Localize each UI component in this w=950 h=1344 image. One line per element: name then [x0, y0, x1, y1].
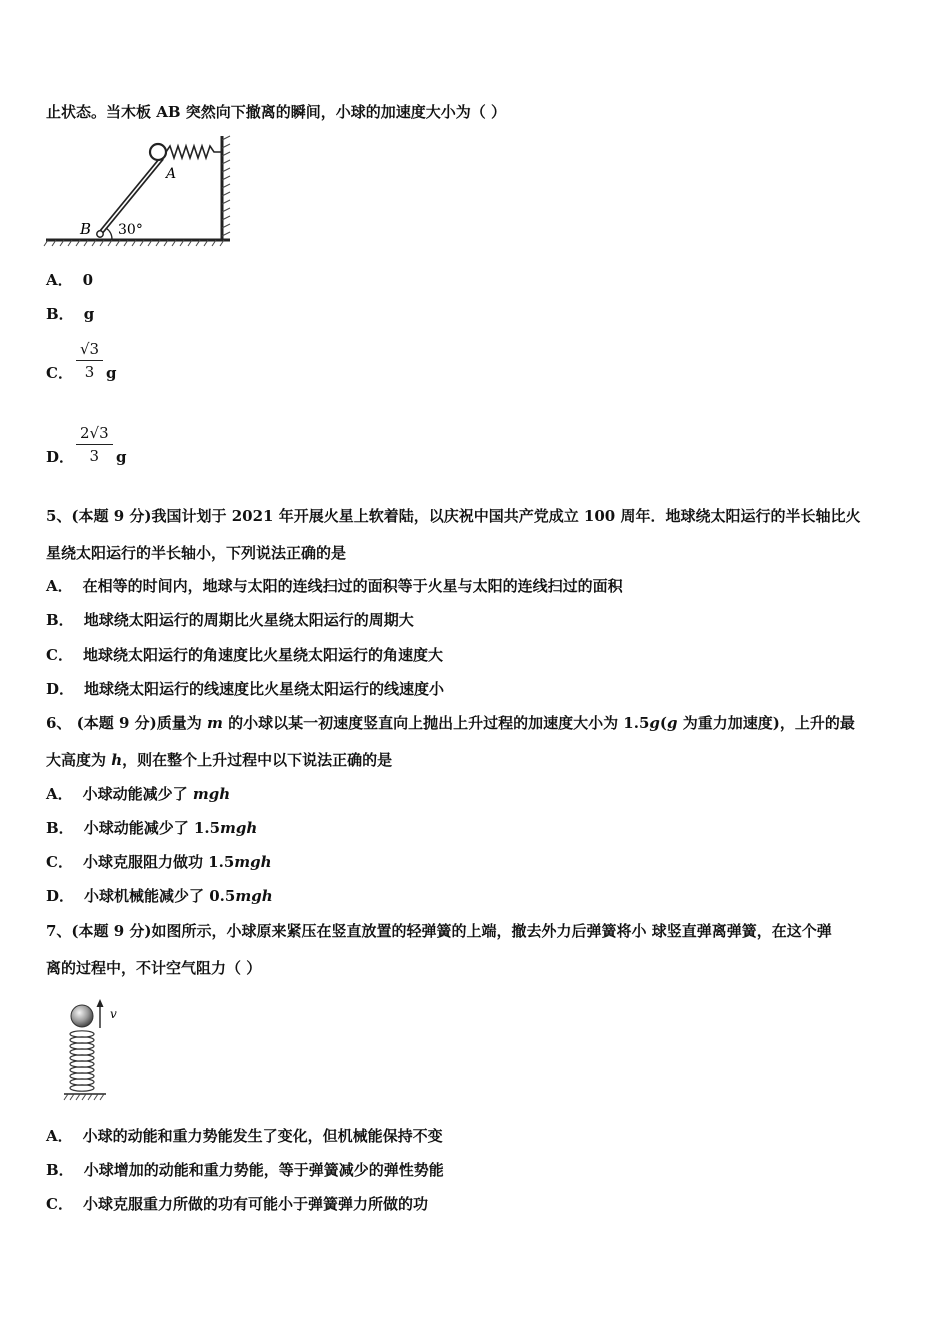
option-letter: D．	[46, 680, 75, 698]
q6-option-c[interactable]	[46, 852, 272, 872]
stem-text: 的小球以某一初速度竖直向上抛出上升过程的加速度大小为 1.5	[222, 714, 650, 732]
spring-ball-figure	[60, 998, 130, 1104]
q5-stem-line2: 星绕太阳运行的半长轴小，下列说法正确的是	[46, 544, 347, 562]
q7-option-a[interactable]	[46, 1126, 443, 1146]
option-letter: A．	[46, 785, 73, 803]
q6-stem-line2	[46, 750, 392, 770]
q7-option-b[interactable]	[46, 1160, 444, 1180]
variable-g: g	[649, 714, 660, 732]
q4-stem-tail: 止状态。当木板 AB 突然向下撤离的瞬间，小球的加速度大小为（ ）	[46, 103, 506, 121]
option-text: 地球绕太阳运行的周期比火星绕太阳运行的周期大	[83, 611, 414, 629]
q4-option-d-fraction	[76, 424, 113, 465]
option-text: 地球绕太阳运行的角速度比火星绕太阳运行的角速度大	[82, 646, 443, 664]
option-variable: mgh	[192, 785, 231, 803]
q6-option-b[interactable]	[46, 818, 257, 838]
variable-g: g	[667, 714, 678, 732]
option-text: 小球动能减少了	[82, 785, 193, 803]
stem-text: 为重力加速度)，上升的最	[677, 714, 855, 732]
stem-text: (	[659, 714, 667, 732]
figure-angle-label: 30°	[118, 222, 143, 238]
option-letter: C．	[46, 853, 73, 871]
option-text: 小球机械能减少了 0.5	[84, 887, 236, 905]
option-text: 小球动能减少了 1.5	[83, 819, 221, 837]
q5-option-b[interactable]	[46, 610, 414, 630]
q4-option-c-unit: g	[106, 364, 117, 382]
q7-stem-line1: 7、(本题 9 分)如图所示，小球原来紧压在竖直放置的轻弹簧的上端，撤去外力后弹簧将小 球竖直弹离弹簧，在这个弹	[46, 922, 832, 940]
option-letter: B．	[46, 305, 74, 323]
option-letter: B．	[46, 1161, 74, 1179]
stem-text: 6、 (本题 9 分)质量为	[46, 714, 207, 732]
fraction-numerator: √3	[76, 340, 103, 361]
option-letter: C．	[46, 646, 73, 664]
option-letter: B．	[46, 611, 74, 629]
option-text: 小球的动能和重力势能发生了变化，但机械能保持不变	[82, 1127, 443, 1145]
q6-stem-line1	[46, 713, 855, 733]
stem-text: 大高度为	[46, 751, 112, 769]
option-text: 在相等的时间内，地球与太阳的连线扫过的面积等于火星与太阳的连线扫过的面积	[82, 577, 623, 595]
incline-spring-figure	[44, 134, 234, 250]
fraction-denominator: 3	[89, 447, 100, 465]
option-letter: B．	[46, 819, 74, 837]
option-variable: mgh	[220, 819, 258, 837]
option-text: 小球克服重力所做的功有可能小于弹簧弹力所做的功	[82, 1195, 428, 1213]
q4-option-a[interactable]	[46, 270, 93, 290]
option-letter: A．	[46, 577, 73, 595]
q7-option-c[interactable]	[46, 1194, 428, 1214]
figure-label-b: B	[80, 220, 92, 238]
q4-option-b[interactable]	[46, 304, 94, 324]
option-letter: D．	[46, 887, 75, 905]
option-text: 小球克服阻力做功 1.5	[82, 853, 235, 871]
q7-stem-line2: 离的过程中，不计空气阻力（ ）	[46, 959, 262, 977]
option-variable: mgh	[234, 853, 272, 871]
stem-text: ，则在整个上升过程中以下说法正确的是	[122, 751, 393, 769]
q5-option-c[interactable]	[46, 645, 443, 665]
option-text: g	[83, 305, 95, 323]
q6-option-d[interactable]	[46, 886, 273, 906]
q4-option-d-unit: g	[116, 448, 127, 466]
q5-option-a[interactable]	[46, 576, 623, 596]
option-letter: A．	[46, 271, 73, 289]
figure-label-a: A	[166, 166, 177, 182]
option-text: 地球绕太阳运行的线速度比火星绕太阳运行的线速度小	[84, 680, 445, 698]
fraction-denominator: 3	[84, 363, 95, 381]
q6-option-a[interactable]	[46, 784, 230, 804]
option-text: 小球增加的动能和重力势能，等于弹簧减少的弹性势能	[83, 1161, 444, 1179]
option-letter: D．	[46, 448, 75, 466]
fraction-numerator: 2√3	[76, 424, 113, 445]
q5-option-d[interactable]	[46, 679, 444, 699]
variable-h: h	[111, 751, 123, 769]
option-letter: A．	[46, 1127, 73, 1145]
option-variable: mgh	[235, 887, 273, 905]
q5-stem-line1: 5、(本题 9 分)我国计划于 2021 年开展火星上软着陆，以庆祝中国共产党成立 100 周年．地球绕太阳运行的半长轴比火	[46, 507, 861, 525]
q4-option-c-fraction	[76, 340, 103, 381]
option-text: 0	[82, 271, 94, 289]
option-letter: C．	[46, 1195, 73, 1213]
variable-m: m	[206, 714, 223, 732]
velocity-label: v	[110, 1007, 117, 1021]
option-letter: C．	[46, 364, 73, 382]
